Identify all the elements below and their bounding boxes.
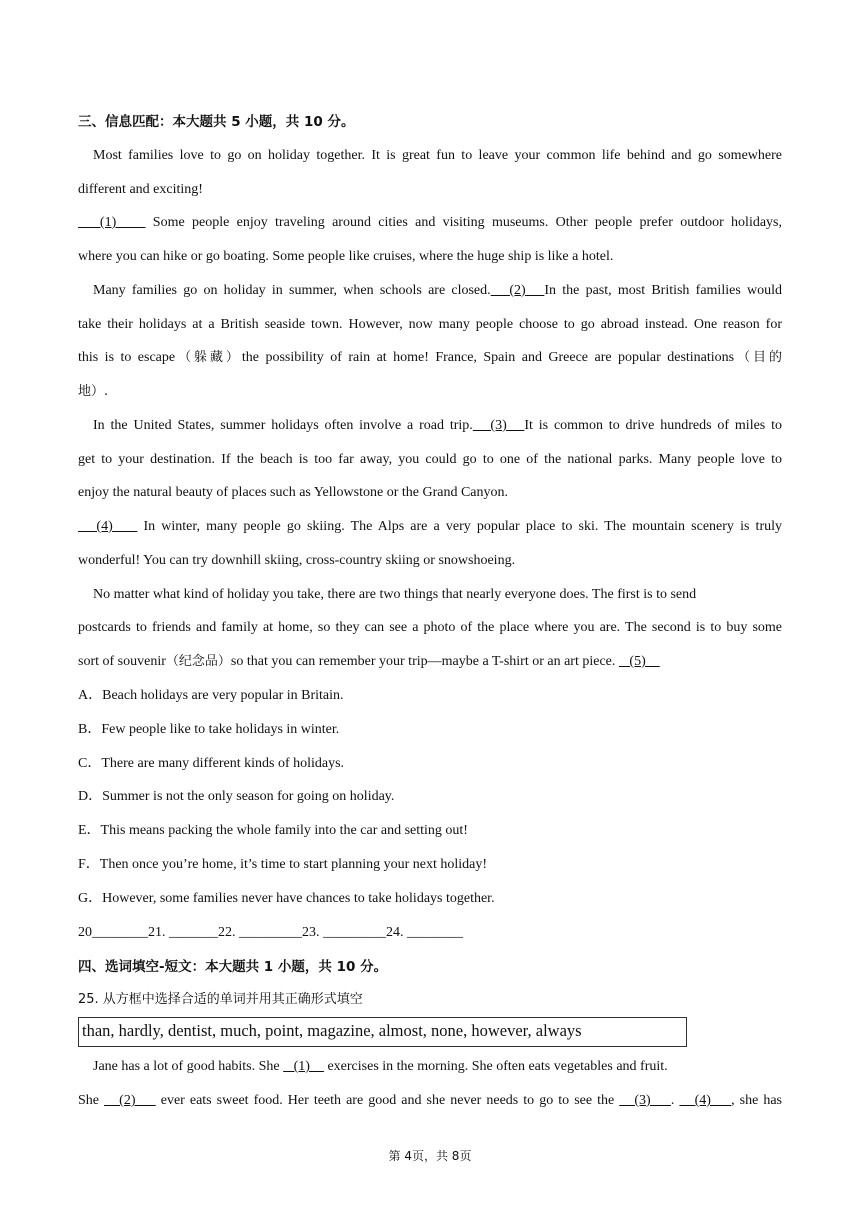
passage-text-c: She (78, 1093, 105, 1108)
paragraph-3-text-c: this is to escape (78, 350, 176, 365)
paragraph-4-text-b: It is common to drive hundreds of miles to (524, 418, 782, 433)
gloss-destination-start: （目的 (734, 350, 782, 365)
paragraph-6-line-2: postcards to friends and family at home, so they can see a photo of the place where you are. The second is to buy some (78, 620, 782, 635)
option-e: E．This means packing the whole family into the car and setting out! (78, 823, 468, 838)
gloss-souvenir: （纪念品） (165, 654, 231, 669)
section-3-heading: 三、信息匹配：本大题共 5 小题，共 10 分。 (78, 114, 355, 130)
passage-text-d: ever eats sweet food. Her teeth are good and she never needs to go to see the (155, 1093, 620, 1108)
paragraph-2-line-1 (78, 213, 782, 233)
paragraph-4-line-2: get to your destination. If the beach is too far away, you could go to one of the national parks. Many people love to (78, 452, 782, 467)
passage-blank-4[interactable]: (4) (679, 1093, 732, 1108)
option-g: G．However, some families never have chances to take holidays together. (78, 891, 495, 906)
paragraph-3-text-a: Many families go on holiday in summer, when schools are closed. (93, 283, 491, 298)
paragraph-3-text-d: the possibility of rain at home! France, Spain and Greece are popular destinations (241, 350, 735, 365)
option-a: A．Beach holidays are very popular in Britain. (78, 688, 344, 703)
passage-blank-3[interactable]: (3) (619, 1093, 671, 1108)
blank-5[interactable]: (5) (618, 654, 660, 669)
passage-line-2 (78, 1091, 782, 1111)
paragraph-2-text: Some people enjoy traveling around cities and visiting museums. Other people prefer outdoor holidays, (145, 215, 782, 230)
paragraph-4-line-1 (93, 416, 782, 436)
option-b: B．Few people like to take holidays in winter. (78, 722, 340, 737)
paragraph-3-line-3 (78, 348, 782, 368)
paragraph-6-text-b: so that you can remember your trip—maybe a T-shirt or an art piece. (230, 654, 619, 669)
question-25-instruction: 25. 从方框中选择合适的单词并用其正确形式填空 (78, 992, 363, 1007)
paragraph-3-line-1 (93, 281, 782, 301)
paragraph-1-line-1: Most families love to go on holiday together. It is great fun to leave your common life behind and go somewhere (93, 148, 782, 163)
passage-text-f: , she has (731, 1093, 782, 1108)
section-4-heading: 四、选词填空-短文：本大题共 1 小题，共 10 分。 (78, 959, 388, 975)
paragraph-6-text-a: sort of souvenir (78, 654, 166, 669)
option-c: C．There are many different kinds of holidays. (78, 756, 345, 771)
blank-1[interactable]: (1) (78, 215, 146, 230)
blank-3[interactable]: (3) (472, 418, 525, 433)
word-bank-box: than, hardly, dentist, much, point, magazine, almost, none, however, always (78, 1017, 687, 1047)
paragraph-5-text: In winter, many people go skiing. The Alps are a very popular place to ski. The mountain scenery is truly (137, 519, 782, 534)
gloss-hide: （躲藏） (175, 350, 242, 365)
passage-text-e: . (670, 1093, 680, 1108)
passage-text-a: Jane has a lot of good habits. She (93, 1059, 284, 1074)
blank-4[interactable]: (4) (78, 519, 138, 534)
passage-blank-1[interactable]: (1) (283, 1059, 324, 1074)
paragraph-1-line-2: different and exciting! (78, 182, 203, 197)
paragraph-5-line-1 (78, 517, 782, 537)
blank-2[interactable]: (2) (490, 283, 545, 298)
page-footer: 第 4页，共 8页 (388, 1149, 472, 1163)
paragraph-6-line-1: No matter what kind of holiday you take, there are two things that nearly everyone does. The first is to send (93, 587, 697, 602)
answer-blanks[interactable]: 20________21. _______22. _________23. _________24. ________ (78, 925, 463, 940)
paragraph-3-text-b: In the past, most British families would (544, 283, 782, 298)
paragraph-6-line-3 (78, 652, 782, 672)
paragraph-2-line-2: where you can hike or go boating. Some people like cruises, where the huge ship is like a hotel. (78, 249, 614, 264)
passage-blank-2[interactable]: (2) (104, 1093, 156, 1108)
option-d: D．Summer is not the only season for going on holiday. (78, 789, 395, 804)
paragraph-5-line-2: wonderful! You can try downhill skiing, cross-country skiing or snowshoeing. (78, 553, 516, 568)
paragraph-4-line-3: enjoy the natural beauty of places such as Yellowstone or the Grand Canyon. (78, 485, 509, 500)
option-f: F．Then once you’re home, it’s time to start planning your next holiday! (78, 857, 488, 872)
passage-line-1 (93, 1057, 782, 1077)
passage-text-b: exercises in the morning. She often eats vegetables and fruit. (323, 1059, 668, 1074)
paragraph-3-line-4: 地）. (78, 384, 109, 399)
paragraph-4-text-a: In the United States, summer holidays often involve a road trip. (93, 418, 473, 433)
paragraph-3-line-2: take their holidays at a British seaside town. However, now many people choose to go abroad instead. One reason for (78, 317, 782, 332)
